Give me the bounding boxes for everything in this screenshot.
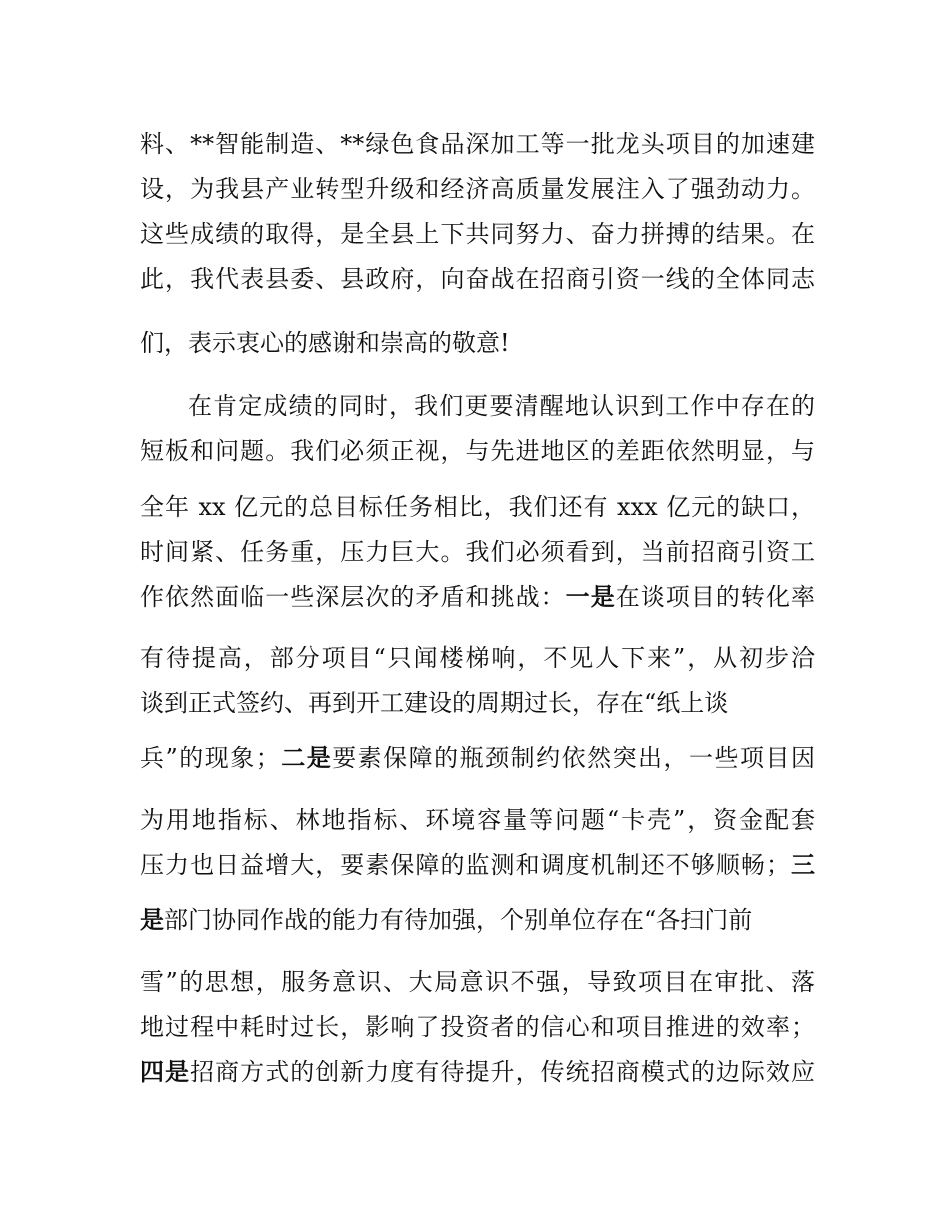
- text-line: [140, 845, 815, 885]
- text-line: 在肯定成绩的同时，我们更要清醒地认识到工作中存在的: [188, 392, 815, 420]
- text-line: [140, 577, 815, 617]
- text-line: 为用地指标、林地指标、环境容量等问题“卡壳”，资金配套: [140, 806, 815, 834]
- text-segment: 压力也日益增大，要素保障的监测和调度机制还不够顺畅；: [140, 851, 790, 879]
- text-line: 短板和问题。我们必须正视，与先进地区的差距依然明显，与: [140, 437, 815, 465]
- text-line: 有待提高，部分项目“只闻楼梯响，不见人下来”，从初步洽: [140, 644, 815, 672]
- enumeration-marker: 是: [140, 906, 164, 934]
- text-line: [140, 738, 815, 778]
- text-line: [140, 900, 815, 940]
- text-line: 们，表示衷心的感谢和崇高的敬意!: [140, 329, 510, 357]
- text-segment: 招商方式的创新力度有待提升，传统招商模式的边际效应: [190, 1058, 815, 1086]
- text-segment: 作依然面临一些深层次的矛盾和挑战：: [140, 583, 566, 611]
- text-line: 地过程中耗时过长，影响了投资者的信心和项目推进的效率；: [140, 1013, 815, 1041]
- enumeration-marker: 三: [789, 851, 816, 879]
- text-line: 此，我代表县委、县政府，向奋战在招商引资一线的全体同志: [140, 265, 815, 293]
- text-line: 全年 xx 亿元的总目标任务相比，我们还有 xxx 亿元的缺口，: [140, 493, 815, 521]
- enumeration-marker: 四是: [140, 1058, 191, 1086]
- text-line: 时间紧、任务重，压力巨大。我们必须看到，当前招商引资工: [140, 538, 815, 566]
- text-segment: 兵”的现象；: [140, 744, 280, 772]
- enumeration-marker: 二是: [279, 744, 333, 772]
- text-segment: 部门协同作战的能力有待加强，个别单位存在“各扫门前: [164, 906, 753, 934]
- text-segment: 在谈项目的转化率: [615, 583, 816, 611]
- text-segment: 要素保障的瓶颈制约依然突出，一些项目因: [332, 744, 815, 772]
- enumeration-marker: 一是: [565, 583, 616, 611]
- text-line: 料、**智能制造、**绿色食品深加工等一批龙头项目的加速建: [140, 130, 815, 158]
- text-line: 设，为我县产业转型升级和经济高质量发展注入了强劲动力。: [140, 175, 815, 203]
- text-line: 雪”的思想，服务意识、大局意识不强，导致项目在审批、落: [140, 968, 815, 996]
- text-line: 谈到正式签约、再到开工建设的周期过长，存在“纸上谈: [140, 689, 729, 717]
- text-line: [140, 1052, 815, 1092]
- text-line: 这些成绩的取得，是全县上下共同努力、奋力拼搏的结果。在: [140, 220, 815, 248]
